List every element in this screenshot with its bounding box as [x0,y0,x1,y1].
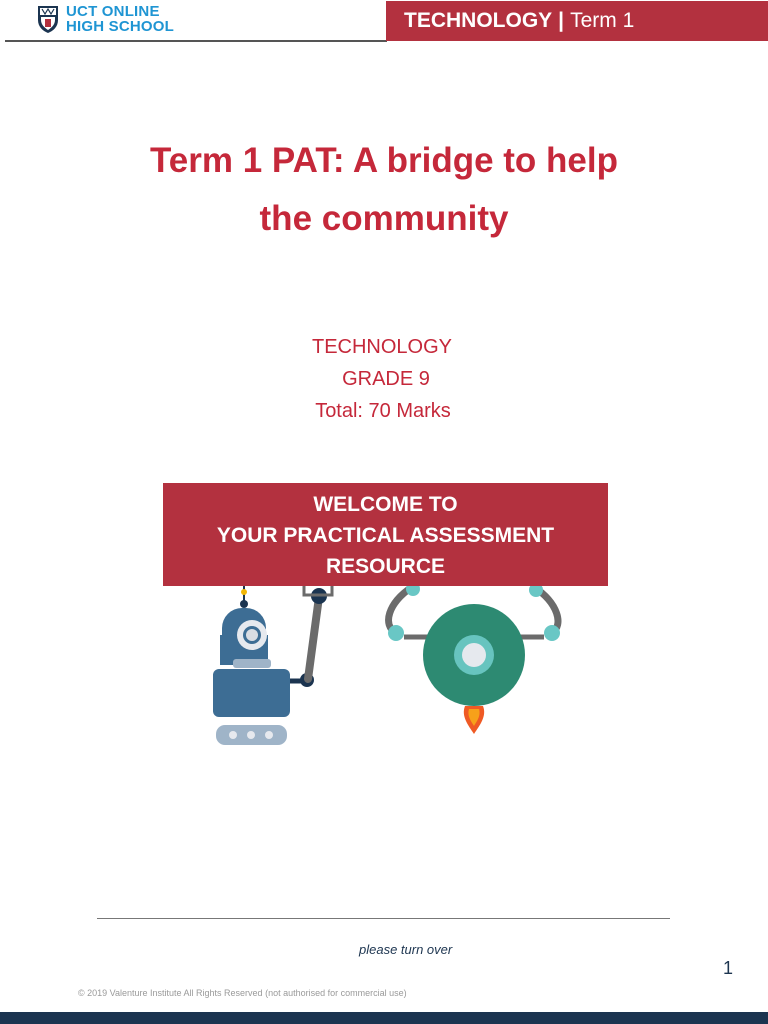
title-line-2: the community [259,199,509,238]
welcome-line-3: RESOURCE [325,555,446,578]
bottom-bar [0,1012,768,1024]
welcome-line-2: YOUR PRACTICAL ASSESSMENT [216,524,555,547]
left-robot-icon [213,583,332,745]
banner-separator: | [558,9,565,32]
header-divider [5,40,387,42]
info-total-marks: Total: 70 Marks [315,400,451,422]
subject-banner [386,1,768,41]
page-title [0,132,768,248]
logo-line-2: HIGH SCHOOL [66,18,175,35]
page-number: 1 [723,958,734,978]
turn-over-note: please turn over [359,942,453,957]
banner-subject: TECHNOLOGY [404,9,553,32]
right-robot-icon [388,582,560,734]
robots-illustration [160,575,580,745]
welcome-line-1: WELCOME TO [313,493,458,516]
banner-term: Term 1 [570,9,635,32]
logo-line-1: UCT ONLINE [66,3,160,20]
info-subject: TECHNOLOGY [311,336,453,358]
info-grade: GRADE 9 [342,368,430,390]
crest-icon [36,4,60,34]
school-logo [36,4,174,34]
copyright-notice: © 2019 Valenture Institute All Rights Reserved (not authorised for commercial use) [78,988,407,998]
footer-divider [97,918,670,919]
welcome-banner [163,483,608,586]
title-line-1: Term 1 PAT: A bridge to help [150,141,618,180]
